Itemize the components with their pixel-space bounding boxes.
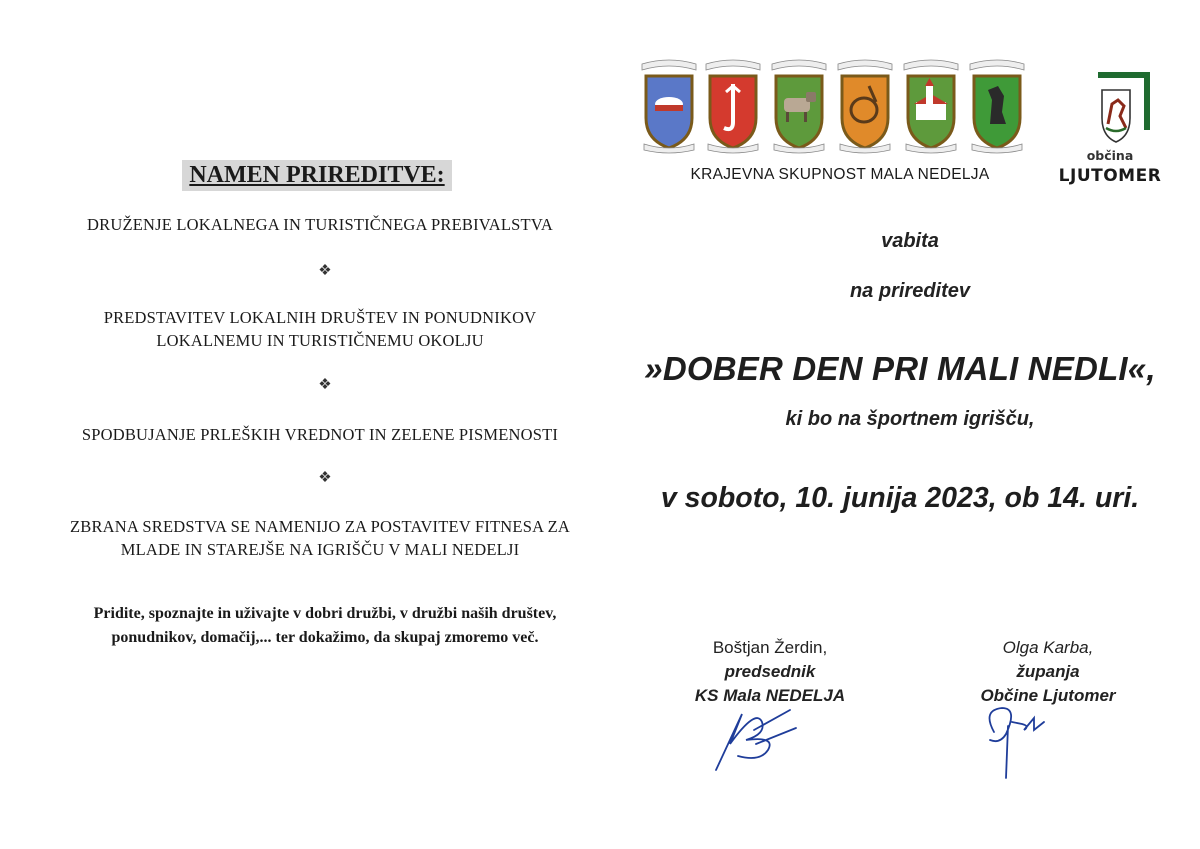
event-title: »DOBER DEN PRI MALI NEDLI«,: [644, 350, 1156, 387]
obcina-name: LJUTOMER: [1058, 166, 1162, 186]
purpose-item-4-line-2: MLADE IN STAREJŠE NA IGRIŠČU V MALI NEDELJI: [120, 540, 520, 559]
purpose-item-2-line-2: LOKALNEMU IN TURISTIČNEMU OKOLJU: [156, 331, 484, 350]
signatory-name: Olga Karba,: [1002, 638, 1094, 657]
purpose-item-2: [40, 306, 600, 352]
diamond-separator-icon: ❖: [318, 263, 332, 279]
crest-icon: [770, 56, 828, 154]
closing-text: [30, 602, 620, 650]
invitation-section: [620, 0, 1200, 849]
signatory-name: Boštjan Žerdin,: [712, 638, 828, 657]
event-venue: ki bo na športnem igrišču,: [785, 408, 1035, 430]
signature-mayor-icon: [972, 700, 1062, 784]
diamond-separator-icon: ❖: [318, 470, 332, 486]
purpose-item-3-line-1: SPODBUJANJE PRLEŠKIH VREDNOT IN ZELENE PISMENOSTI: [81, 425, 559, 444]
signatory-org: Občine Ljutomer: [980, 686, 1116, 705]
crest-icon: [836, 56, 894, 154]
purpose-item-3: [40, 423, 600, 446]
ks-name: KRAJEVNA SKUPNOST MALA NEDELJA: [690, 166, 990, 183]
purpose-item-4: [40, 515, 600, 561]
crest-icon: [640, 56, 698, 154]
crest-icon: [902, 56, 960, 154]
crest-icon: [704, 56, 762, 154]
signatory-org: KS Mala NEDELJA: [694, 686, 846, 705]
signatory-title: županja: [1016, 662, 1080, 681]
closing-line-1: Pridite, spoznajte in uživajte v dobri družbi, v družbi naših društev,: [93, 605, 557, 622]
purpose-item-1: [40, 213, 600, 236]
purpose-item-2-line-1: PREDSTAVITEV LOKALNIH DRUŠTEV IN PONUDNIKOV: [103, 308, 537, 327]
purpose-item-4-line-1: ZBRANA SREDSTVA SE NAMENIJO ZA POSTAVITEV FITNESA ZA: [69, 517, 571, 536]
signature-block-mayor: [938, 636, 1158, 708]
obcina-label: občina: [1086, 148, 1134, 163]
ljutomer-logo-icon: [1068, 70, 1152, 154]
closing-line-2: ponudnikov, domačij,... ter dokažimo, da skupaj zmoremo več.: [111, 629, 539, 646]
purpose-item-1-line-1: DRUŽENJE LOKALNEGA IN TURISTIČNEGA PREBIVALSTVA: [87, 215, 553, 234]
crest-icon: [968, 56, 1026, 154]
village-crests: [640, 56, 1030, 156]
invitation-line-1: vabita: [881, 230, 939, 252]
signature-president-icon: [706, 700, 806, 780]
signatory-title: predsednik: [724, 662, 816, 681]
invitation-line-2: na prireditev: [849, 280, 971, 302]
event-date: v soboto, 10. junija 2023, ob 14. uri.: [660, 482, 1140, 514]
diamond-separator-icon: ❖: [318, 377, 332, 393]
signature-block-president: [660, 636, 880, 708]
purpose-heading: NAMEN PRIREDITVE:: [182, 160, 452, 191]
